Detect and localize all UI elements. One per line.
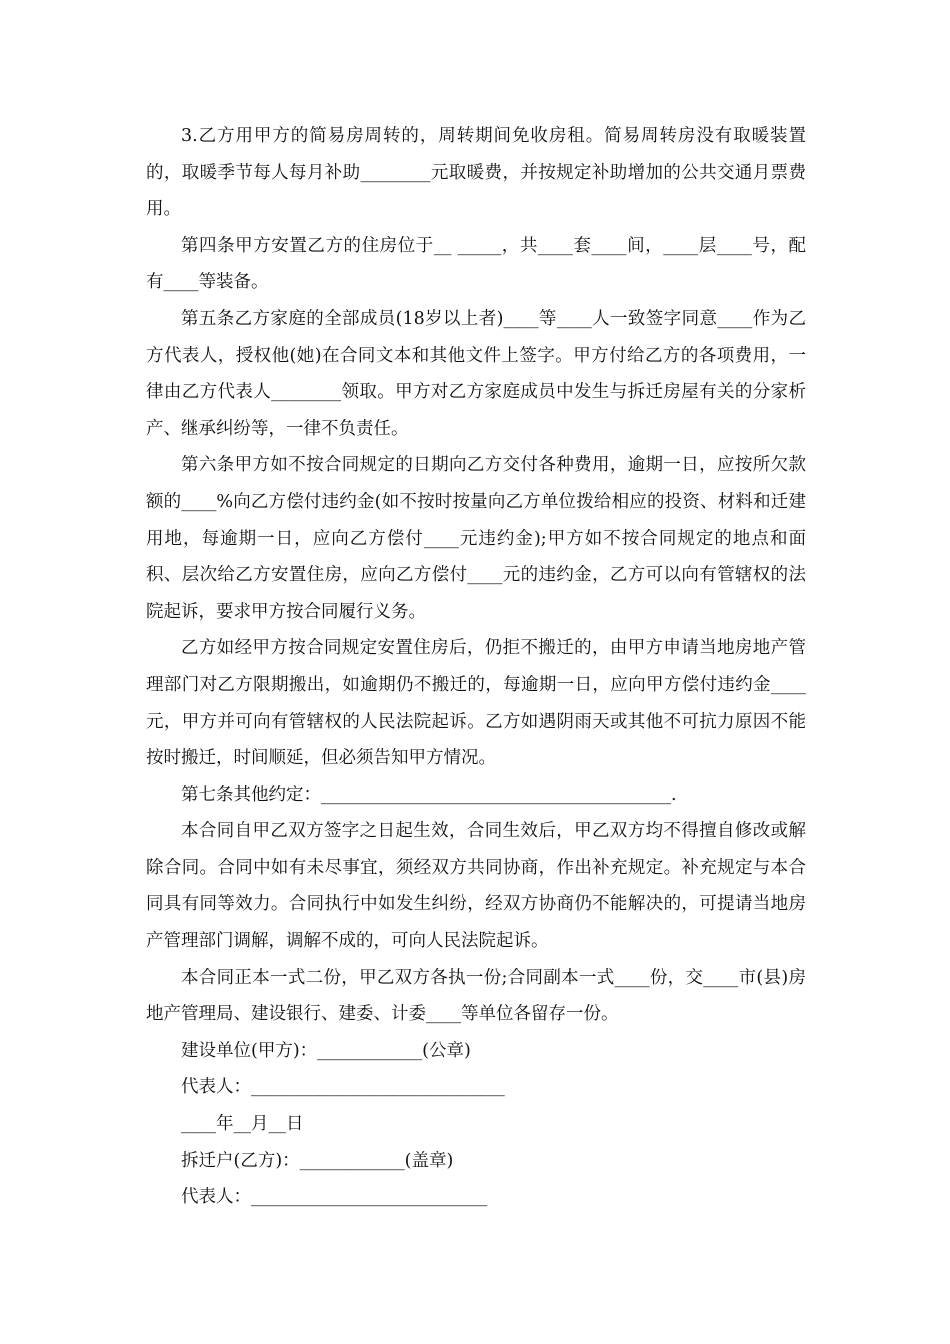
paragraph-article-6: 第六条甲方如不按合同规定的日期向乙方交付各种费用，逾期一日，应按所欠款额的____%向乙方偿付违约金(如不按时按量向乙方单位拨给相应的投资、材料和迁建用地，每逾期一日，应向乙方偿付____元违约金);甲方如不按合同规定的地点和面积、层次给乙方安置住房，应向乙方偿付____元的违约金，乙方可以向有管辖权的法院起诉，要求甲方按合同履行义务。 — [146, 455, 806, 622]
paragraph-copies: 本合同正本一式二份，甲乙双方各执一份;合同副本一式____份，交____市(县)房地产管理局、建设银行、建委、计委____等单位各留存一份。 — [146, 967, 806, 1025]
paragraph-article-7: 第七条其他约定：________________________________________. — [181, 784, 677, 805]
signature-representative-a: 代表人：_____________________________ — [181, 1077, 505, 1098]
signature-party-b: 拆迁户(乙方)：____________(盖章) — [181, 1150, 454, 1171]
paragraph-effectiveness: 本合同自甲乙双方签字之日起生效，合同生效后，甲乙双方均不得擅自修改或解除合同。合同中如有未尽事宜，须经双方共同协商，作出补充规定。补充规定与本合同具有同等效力。合同执行中如发生纠纷，经双方协商仍不能解决的，可提请当地房产管理部门调解，调解不成的，可向人民法院起诉。 — [146, 821, 806, 952]
paragraph-heating-subsidy: 3.乙方用甲方的简易房周转的，周转期间免收房租。简易周转房没有取暖装置的，取暖季节每人每月补助________元取暖费，并按规定补助增加的公共交通月票费用。 — [146, 126, 806, 220]
paragraph-article-4: 第四条甲方安置乙方的住房位于__ _____，共____套____间，____层____号，配有____等装备。 — [146, 235, 806, 293]
paragraph-article-5: 第五条乙方家庭的全部成员(18岁以上者)____等____人一致签字同意____作为乙方代表人，授权他(她)在合同文本和其他文件上签字。甲方付给乙方的各项费用，一律由乙方代表人________领取。甲方对乙方家庭成员中发生与拆迁房屋有关的分家析产、继承纠纷等，一律不负责任。 — [146, 308, 806, 439]
paragraph-relocation-penalty: 乙方如经甲方按合同规定安置住房后，仍拒不搬迁的，由甲方申请当地房地产管理部门对乙方限期搬出，如逾期仍不搬迁的，每逾期一日，应向甲方偿付违约金____元，甲方并可向有管辖权的人民法院起诉。乙方如遇阴雨天或其他不可抗力原因不能按时搬迁，时间顺延，但必须告知甲方情况。 — [146, 638, 806, 769]
contract-body — [146, 118, 806, 1216]
signature-representative-b: 代表人：___________________________ — [181, 1187, 488, 1208]
signature-party-a: 建设单位(甲方)：____________(公章) — [181, 1040, 471, 1061]
signature-date: ____年__月__日 — [181, 1114, 304, 1135]
